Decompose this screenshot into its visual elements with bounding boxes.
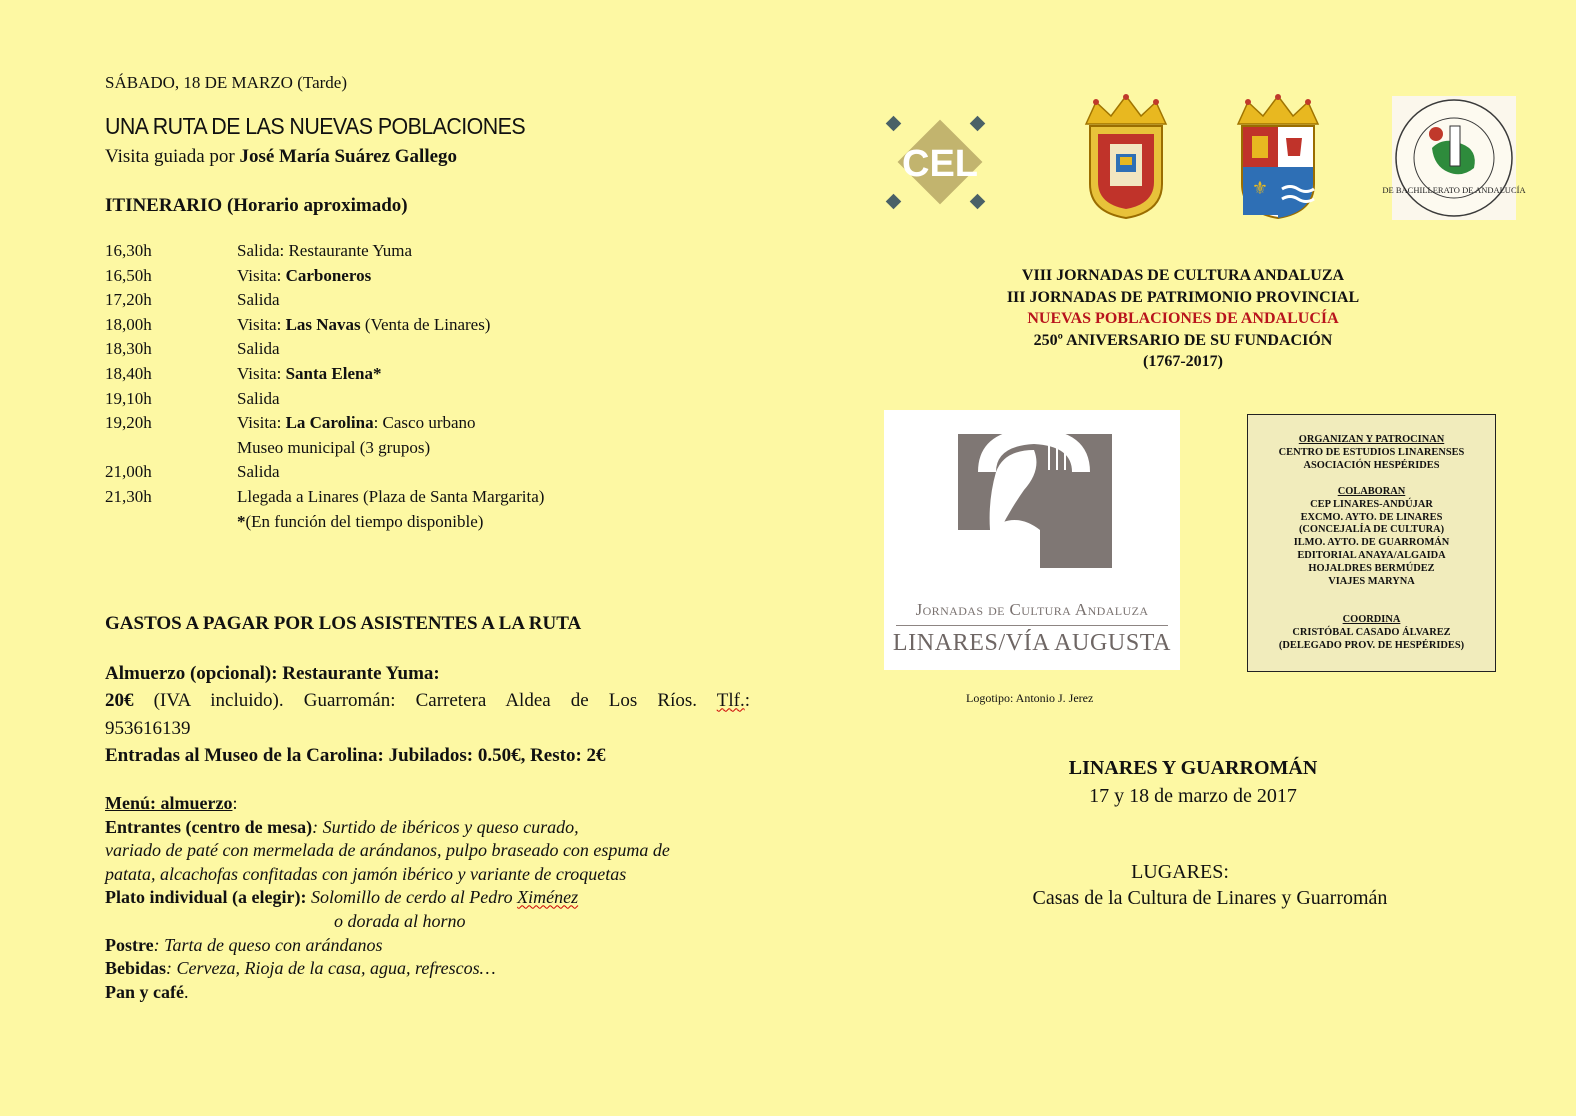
menu-drinks	[105, 957, 760, 981]
itinerary-text: Visita:	[237, 265, 286, 285]
drinks-label: Bebidas	[105, 958, 167, 979]
event-date: SÁBADO, 18 DE MARZO (Tarde)	[105, 73, 347, 92]
collaborator-item: CEP LINARES-ANDÚJAR	[1310, 498, 1433, 510]
coordinator-heading: COORDINA	[1342, 613, 1401, 625]
menu-dessert	[105, 934, 760, 958]
linares-coat-of-arms	[1076, 94, 1176, 220]
guide-prefix: Visita guiada por	[105, 146, 240, 167]
lunch-line: Almuerzo (opcional): Restaurante Yuma:	[105, 663, 440, 684]
jornadas-logo-line-2: LINARES/VÍA AUGUSTA	[892, 630, 1172, 656]
itinerary-text: Llegada a Linares (Plaza de Santa Margarita)	[237, 486, 545, 506]
logo-credit: Logotipo: Antonio J. Jerez	[966, 691, 1094, 705]
itinerary-time: 17,20h	[105, 290, 152, 310]
cel-letters: CEL	[902, 143, 978, 185]
dessert-value: : Tarta de queso con arándanos	[153, 934, 383, 955]
itinerary-time: 21,30h	[105, 486, 152, 506]
places-label: LUGARES:	[1131, 861, 1229, 883]
itinerary-row	[105, 512, 544, 537]
itinerary-description	[237, 266, 371, 291]
itinerary-row	[105, 487, 544, 512]
conference-line-5: (1767-2017)	[1143, 353, 1223, 371]
places-value: Casas de la Cultura de Linares y Guarromán	[1032, 887, 1388, 909]
bread-label: Pan y café	[105, 981, 184, 1002]
conference-line-2: III JORNADAS DE PATRIMONIO PROVINCIAL	[1006, 288, 1360, 306]
jornadas-logo-line-1: Jornadas de Cultura Andaluza	[915, 600, 1149, 619]
collaborator-item: (CONCEJALÍA DE CULTURA)	[1298, 524, 1445, 536]
itinerary-note: : Casco urbano	[373, 413, 476, 433]
price-details: (IVA incluido). Guarromán: Carretera Aldea de Los Ríos.	[133, 690, 717, 712]
drinks-value: : Cerveza, Rioja de la casa, agua, refrescos…	[166, 958, 496, 979]
itinerary-text: Salida	[237, 339, 280, 359]
conference-line-3: NUEVAS POBLACIONES DE ANDALUCÍA	[1027, 310, 1339, 328]
cel-dot	[886, 116, 902, 132]
organizer-item: ASOCIACIÓN HESPÉRIDES	[1303, 459, 1440, 471]
itinerary-place: Las Navas	[285, 314, 361, 334]
jornadas-logo	[884, 410, 1180, 670]
itinerary-time: 19,20h	[105, 413, 152, 433]
itinerary-text: Salida	[237, 462, 280, 482]
menu-block	[105, 792, 760, 1004]
itinerary-place: La Carolina	[285, 413, 374, 433]
starters-label: Entrantes (centro de mesa)	[105, 816, 313, 837]
itinerary-text: Salida: Restaurante Yuma	[237, 241, 412, 260]
itinerary-time: 18,30h	[105, 339, 152, 359]
event-dates: 17 y 18 de marzo de 2017	[1089, 785, 1297, 807]
starters-line-2: variado de paté con mermelada de arándanos, pulpo braseado con espuma de	[105, 840, 670, 861]
itinerary-time: 16,30h	[105, 241, 152, 260]
itinerary-description	[237, 290, 280, 315]
itinerary-row	[105, 290, 544, 315]
itinerary-description	[237, 413, 476, 438]
conference-title-block	[900, 265, 1466, 373]
guarroman-coat-of-arms	[1228, 94, 1328, 220]
organizers-heading: ORGANIZAN Y PATROCINAN	[1298, 434, 1445, 445]
itinerary-description	[237, 438, 430, 463]
itinerary-time: 21,00h	[105, 462, 152, 482]
itinerary-place: *	[237, 511, 246, 531]
collaborator-item: HOJALDRES BERMÚDEZ	[1308, 563, 1435, 575]
organizers-box	[1247, 414, 1496, 672]
itinerary-description	[237, 512, 483, 537]
bread-end: .	[183, 981, 189, 1002]
guide-name: José María Suárez Gallego	[239, 146, 458, 167]
itinerary-description	[237, 315, 490, 340]
phone-number: 953616139	[105, 717, 191, 739]
conference-line-4: 250º ANIVERSARIO DE SU FUNDACIÓN	[1033, 331, 1333, 349]
collaborators-heading: COLABORAN	[1337, 485, 1406, 497]
itinerary-time	[105, 512, 237, 537]
itinerary-row	[105, 438, 544, 463]
menu-heading-line	[105, 792, 760, 816]
menu-bread	[105, 981, 760, 1005]
main-option-2: o dorada al horno	[334, 910, 466, 931]
itinerary-description	[237, 241, 412, 266]
collaborator-item: VIAJES MARYNA	[1328, 576, 1415, 588]
itinerary-description	[237, 487, 544, 512]
itinerary-row	[105, 266, 544, 291]
svg-text:⚜: ⚜	[1251, 178, 1269, 198]
collaborators-section	[1248, 486, 1495, 589]
itinerary-description	[237, 364, 381, 389]
organizers-section	[1248, 434, 1495, 473]
main-label: Plato individual (a elegir):	[105, 887, 307, 908]
route-title: UNA RUTA DE LAS NUEVAS POBLACIONES	[105, 113, 526, 139]
arch-emblem-icon	[944, 410, 1124, 580]
coordinator-section	[1248, 614, 1495, 653]
itinerary-place: Carboneros	[285, 265, 372, 285]
starters-line-1: : Surtido de ibéricos y queso curado,	[312, 816, 579, 837]
conference-line-1: VIII JORNADAS DE CULTURA ANDALUZA	[1021, 267, 1345, 284]
dessert-label: Postre	[105, 934, 154, 955]
itinerary-note: (Venta de Linares)	[360, 314, 491, 334]
price-colon: :	[744, 690, 750, 712]
itinerary-description	[237, 389, 280, 414]
collaborator-item: EXCMO. AYTO. DE LINARES	[1300, 511, 1443, 523]
itinerary-text: Visita:	[237, 314, 286, 334]
itinerary-row	[105, 413, 544, 438]
coordinator-item: CRISTÓBAL CASADO ÁLVAREZ	[1292, 626, 1451, 638]
itinerary-text: Salida	[237, 290, 280, 310]
menu-starters	[105, 816, 760, 840]
cel-dot	[886, 194, 902, 210]
menu-heading: Menú: almuerzo	[105, 793, 233, 813]
itinerary-description	[237, 339, 280, 364]
itinerary-time: 19,10h	[105, 388, 152, 408]
itinerary-row	[105, 315, 544, 340]
itinerary-text: Museo municipal (3 grupos)	[237, 437, 431, 457]
itinerary-row	[105, 462, 544, 487]
expenses-block	[105, 660, 750, 770]
itinerary-text: Salida	[237, 388, 280, 408]
cel-dot	[970, 116, 986, 132]
itinerary-row	[105, 364, 544, 389]
itinerary-time: 16,50h	[105, 265, 152, 285]
organizer-item: CENTRO DE ESTUDIOS LINARENSES	[1278, 446, 1465, 458]
seal-text: DE BACHILLERATO DE ANDALUCÍA	[1382, 185, 1526, 195]
jornadas-logo-divider	[896, 625, 1168, 626]
itinerary-note: (En función del tiempo disponible)	[245, 511, 484, 531]
itinerary-heading: ITINERARIO (Horario aproximado)	[105, 195, 408, 216]
itinerary-time: 18,00h	[105, 314, 152, 334]
guide-line	[105, 146, 457, 168]
main-option-1-name: Ximénez	[517, 887, 579, 908]
venue-title: LINARES Y GUARROMÁN	[1068, 757, 1318, 779]
itinerary-row	[105, 389, 544, 414]
price: 20€	[105, 690, 134, 712]
collaborator-item: EDITORIAL ANAYA/ALGAIDA	[1297, 550, 1446, 562]
coordinator-item: (DELEGADO PROV. DE HESPÉRIDES)	[1278, 639, 1465, 651]
price-line	[105, 687, 750, 714]
starters-line-3: patata, alcachofas confitadas con jamón ibérico y variante de croquetas	[105, 863, 627, 884]
itinerary-row	[105, 241, 544, 266]
tlf-label: Tlf.	[716, 690, 745, 712]
itinerary-place: Santa Elena*	[285, 363, 382, 383]
itinerary-row	[105, 339, 544, 364]
cel-dot	[970, 194, 986, 210]
itinerary-text: Visita:	[237, 413, 286, 433]
itinerary-description	[237, 462, 280, 487]
museum-tickets: Entradas al Museo de la Carolina: Jubilados: 0.50€, Resto: 2€	[105, 745, 606, 767]
main-option-1: Solomillo de cerdo al Pedro	[306, 887, 518, 908]
menu-heading-colon: :	[232, 793, 238, 813]
itinerary-list	[105, 241, 544, 536]
itinerary-time	[105, 438, 237, 463]
itinerary-text: Visita:	[237, 363, 286, 383]
cel-logo	[882, 104, 998, 220]
collaborator-item: ILMO. AYTO. DE GUARROMÁN	[1293, 537, 1450, 549]
menu-main	[105, 886, 760, 910]
expenses-heading: GASTOS A PAGAR POR LOS ASISTENTES A LA RUTA	[105, 613, 582, 634]
itinerary-time: 18,40h	[105, 363, 152, 383]
teachers-association-seal	[1382, 96, 1526, 220]
